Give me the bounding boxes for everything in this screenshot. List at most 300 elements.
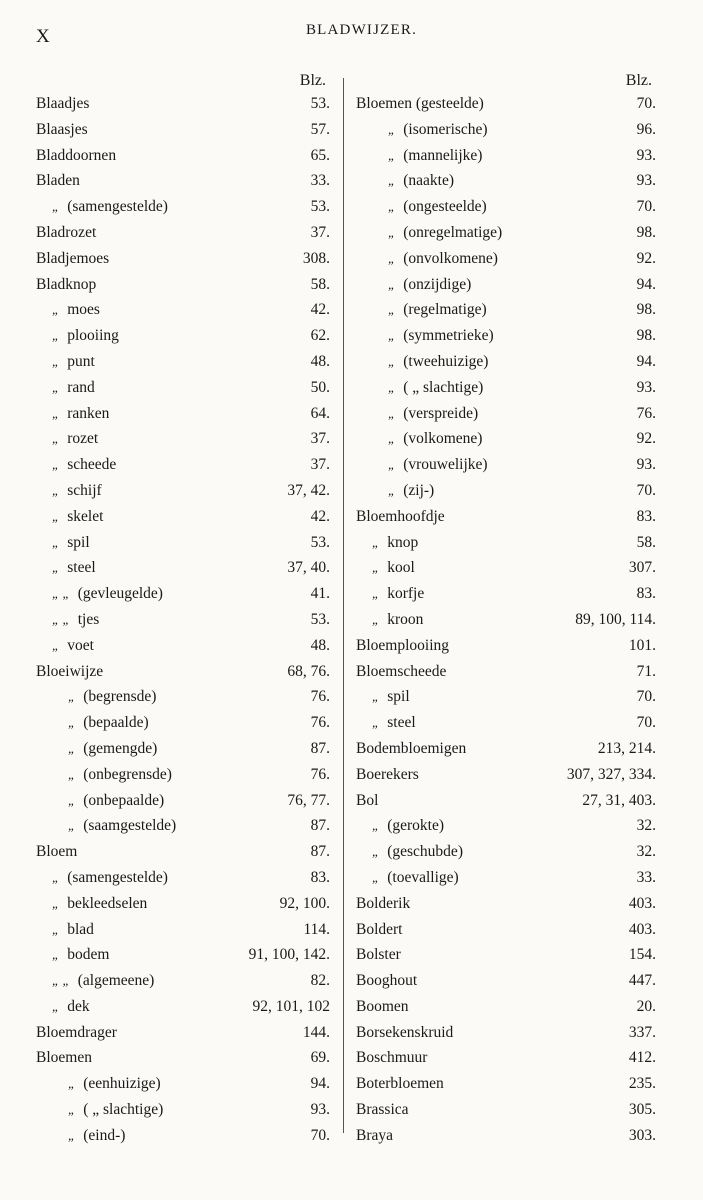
index-entry	[36, 349, 330, 375]
index-entry	[356, 426, 656, 452]
entry-term: Bladknop	[36, 275, 97, 293]
entry-pages: 50.	[310, 378, 330, 396]
entry-indent	[36, 1123, 83, 1149]
ditto-mark: „	[68, 818, 76, 834]
entry-term: (onregelmatige)	[403, 223, 503, 241]
entry-indent	[36, 994, 67, 1020]
entry-pages: 33.	[636, 868, 656, 886]
entry-pages: 68, 76.	[287, 662, 330, 680]
index-entry	[36, 426, 330, 452]
entry-pages: 308.	[302, 249, 330, 267]
entry-pages: 403.	[628, 894, 656, 912]
entry-indent	[36, 349, 67, 375]
running-head: BLADWIJZER.	[305, 22, 418, 38]
index-entry	[36, 659, 330, 685]
ditto-mark: „	[388, 328, 396, 344]
index-entry	[36, 813, 330, 839]
entry-term: rozet	[67, 430, 99, 448]
index-entry	[356, 194, 656, 220]
index-entry	[356, 684, 656, 710]
ditto-mark: „ „	[52, 586, 70, 602]
entry-indent	[356, 168, 403, 194]
entry-term: (vrouwelijke)	[403, 456, 488, 474]
index-entry	[356, 323, 656, 349]
ditto-mark: „	[388, 405, 396, 421]
entry-term: ( „ slachtige)	[83, 1101, 164, 1119]
entry-indent	[36, 530, 67, 556]
entry-pages: 70.	[636, 688, 656, 706]
index-entry	[36, 272, 330, 298]
index-entry	[36, 788, 330, 814]
entry-pages: 94.	[636, 275, 656, 293]
entry-pages: 32.	[636, 843, 656, 861]
entry-indent	[356, 710, 387, 736]
entry-term: (samengestelde)	[67, 198, 168, 216]
ditto-mark: „ „	[52, 611, 70, 627]
entry-term: (begrensde)	[83, 688, 157, 706]
entry-term: (regelmatige)	[403, 301, 487, 319]
index-entry	[356, 1020, 656, 1046]
entry-pages: 62.	[310, 327, 330, 345]
entry-pages: 89, 100, 114.	[575, 610, 656, 628]
entry-pages: 58.	[310, 275, 330, 293]
column-divider	[343, 78, 344, 1133]
index-entry	[356, 633, 656, 659]
entry-indent	[36, 633, 67, 659]
ditto-mark: „	[52, 637, 60, 653]
index-entry	[356, 839, 656, 865]
entry-pages: 58.	[636, 533, 656, 551]
entry-term: Boterbloemen	[356, 1075, 444, 1093]
entry-term: steel	[67, 559, 96, 577]
entry-pages: 48.	[310, 636, 330, 654]
index-entry	[356, 994, 656, 1020]
index-entry	[356, 168, 656, 194]
entry-pages: 96.	[636, 120, 656, 138]
index-entry	[356, 1097, 656, 1123]
entry-term: Booghout	[356, 972, 418, 990]
entry-term: ranken	[67, 404, 110, 422]
index-entries-left	[36, 91, 330, 1149]
index-entry	[36, 942, 330, 968]
entry-term: spil	[387, 688, 410, 706]
entry-indent	[36, 504, 67, 530]
index-entry	[36, 762, 330, 788]
entry-term: (onzijdige)	[403, 275, 472, 293]
entry-indent	[356, 530, 387, 556]
ditto-mark: „	[388, 353, 396, 369]
index-entry	[356, 917, 656, 943]
entry-pages: 93.	[310, 1101, 330, 1119]
index-entry	[356, 91, 656, 117]
index-entry	[356, 607, 656, 633]
column-heading-left: Blz.	[299, 72, 326, 89]
entry-pages: 53.	[310, 198, 330, 216]
entry-term: Bladdoornen	[36, 146, 117, 164]
index-entry	[356, 968, 656, 994]
ditto-mark: „	[388, 276, 396, 292]
index-entry	[36, 581, 330, 607]
entry-pages: 83.	[636, 507, 656, 525]
index-entry	[36, 143, 330, 169]
entry-pages: 76.	[310, 714, 330, 732]
entry-term: (gerokte)	[387, 817, 445, 835]
index-entry	[356, 478, 656, 504]
entry-indent	[36, 194, 67, 220]
entry-term: (isomerische)	[403, 120, 488, 138]
ditto-mark: „	[388, 250, 396, 266]
index-entry	[36, 839, 330, 865]
index-entry	[36, 530, 330, 556]
entry-indent	[356, 194, 403, 220]
ditto-mark: „	[52, 921, 60, 937]
index-entry	[36, 504, 330, 530]
ditto-mark: „	[68, 1076, 76, 1092]
ditto-mark: „	[68, 1127, 76, 1143]
entry-pages: 37.	[310, 223, 330, 241]
entry-term: Bladrozet	[36, 223, 97, 241]
entry-term: schijf	[67, 481, 102, 499]
entry-term: Bladjemoes	[36, 249, 110, 267]
entry-pages: 235.	[628, 1075, 656, 1093]
ditto-mark: „	[68, 715, 76, 731]
entry-pages: 93.	[636, 378, 656, 396]
index-entry	[356, 555, 656, 581]
entry-pages: 92.	[636, 430, 656, 448]
entry-indent	[36, 375, 67, 401]
entry-pages: 303.	[628, 1126, 656, 1144]
entry-term: Boschmuur	[356, 1049, 428, 1067]
index-entry	[356, 272, 656, 298]
ditto-mark: „	[372, 818, 380, 834]
entry-term: Bloemscheede	[356, 662, 447, 680]
entry-term: (gevleugelde)	[77, 585, 163, 603]
entry-term: (algemeene)	[77, 972, 155, 990]
entry-indent	[356, 323, 403, 349]
entry-pages: 92.	[636, 249, 656, 267]
entry-pages: 93.	[636, 172, 656, 190]
index-entry	[36, 968, 330, 994]
entry-pages: 70.	[636, 481, 656, 499]
ditto-mark: „	[52, 431, 60, 447]
entry-indent	[36, 323, 67, 349]
entry-indent	[356, 452, 403, 478]
ditto-mark: „	[388, 173, 396, 189]
entry-indent	[356, 143, 403, 169]
entry-pages: 87.	[310, 739, 330, 757]
entry-pages: 69.	[310, 1049, 330, 1067]
entry-term: (onvolkomene)	[403, 249, 498, 267]
ditto-mark: „	[372, 869, 380, 885]
index-entry	[356, 762, 656, 788]
entry-pages: 98.	[636, 223, 656, 241]
entry-indent	[356, 117, 403, 143]
entry-term: kool	[387, 559, 415, 577]
entry-indent	[36, 917, 67, 943]
entry-term: Bodembloemigen	[356, 739, 467, 757]
entry-pages: 42.	[310, 507, 330, 525]
index-entry	[36, 220, 330, 246]
ditto-mark: „	[52, 482, 60, 498]
entry-indent	[356, 246, 403, 272]
entry-indent	[356, 426, 403, 452]
entry-pages: 91, 100, 142.	[248, 946, 330, 964]
ditto-mark: „	[68, 740, 76, 756]
ditto-mark: „	[388, 457, 396, 473]
index-entry	[356, 117, 656, 143]
index-entry	[356, 452, 656, 478]
entry-indent	[36, 968, 78, 994]
index-entry	[356, 659, 656, 685]
entry-pages: 305.	[628, 1101, 656, 1119]
index-column-right	[356, 70, 656, 1149]
index-entry	[36, 1045, 330, 1071]
entry-pages: 70.	[636, 198, 656, 216]
index-entry	[36, 736, 330, 762]
entry-indent	[356, 401, 403, 427]
entry-pages: 307.	[628, 559, 656, 577]
entry-term: (ongesteelde)	[403, 198, 487, 216]
entry-term: (samengestelde)	[67, 868, 168, 886]
entry-indent	[36, 581, 78, 607]
entry-indent	[36, 788, 83, 814]
entry-term: Bol	[356, 791, 379, 809]
index-entry	[36, 710, 330, 736]
page-number: X	[36, 26, 50, 47]
column-heading-right: Blz.	[625, 72, 652, 89]
index-entry	[36, 117, 330, 143]
entry-term: spil	[67, 533, 90, 551]
entry-term: skelet	[67, 507, 104, 525]
ditto-mark: „	[372, 844, 380, 860]
index-entry	[36, 994, 330, 1020]
entry-term: blad	[67, 920, 94, 938]
entry-term: punt	[67, 352, 95, 370]
entry-pages: 337.	[628, 1023, 656, 1041]
index-entry	[356, 942, 656, 968]
entry-indent	[356, 220, 403, 246]
ditto-mark: „	[52, 998, 60, 1014]
ditto-mark: „	[52, 869, 60, 885]
index-entry	[36, 168, 330, 194]
entry-pages: 20.	[636, 997, 656, 1015]
entry-pages: 53.	[310, 610, 330, 628]
entry-term: plooiing	[67, 327, 119, 345]
entry-indent	[36, 297, 67, 323]
entry-pages: 144.	[302, 1023, 330, 1041]
index-entry	[356, 1071, 656, 1097]
entry-indent	[36, 401, 67, 427]
index-entry	[36, 478, 330, 504]
entry-pages: 94.	[636, 352, 656, 370]
entry-term: Boldert	[356, 920, 403, 938]
entry-pages: 32.	[636, 817, 656, 835]
entry-pages: 76.	[310, 765, 330, 783]
index-entry	[356, 143, 656, 169]
entry-term: Bloemplooiing	[356, 636, 449, 654]
index-entry	[356, 246, 656, 272]
index-entry	[36, 891, 330, 917]
entry-term: ( „ slachtige)	[403, 378, 484, 396]
entry-pages: 307, 327, 334.	[566, 765, 656, 783]
ditto-mark: „	[52, 895, 60, 911]
index-entry	[36, 323, 330, 349]
entry-indent	[356, 272, 403, 298]
entry-pages: 76.	[636, 404, 656, 422]
entry-indent	[356, 375, 403, 401]
entry-indent	[36, 736, 83, 762]
index-entry	[356, 813, 656, 839]
entry-term: (mannelijke)	[403, 146, 483, 164]
entry-indent	[36, 452, 67, 478]
entry-pages: 48.	[310, 352, 330, 370]
entry-indent	[36, 1097, 83, 1123]
ditto-mark: „	[52, 199, 60, 215]
index-entry	[36, 401, 330, 427]
entry-pages: 57.	[310, 120, 330, 138]
index-entry	[36, 452, 330, 478]
entry-indent	[356, 865, 387, 891]
ditto-mark: „	[52, 560, 60, 576]
index-entry	[356, 788, 656, 814]
entry-pages: 37, 40.	[287, 559, 330, 577]
entry-indent	[36, 1071, 83, 1097]
ditto-mark: „	[52, 534, 60, 550]
entry-pages: 53.	[310, 95, 330, 112]
entry-term: Blaasjes	[36, 120, 88, 138]
entry-pages: 76.	[310, 688, 330, 706]
entry-term: (eind-)	[83, 1126, 126, 1144]
entry-term: tjes	[77, 610, 100, 628]
index-entry	[356, 349, 656, 375]
ditto-mark: „	[388, 482, 396, 498]
entry-term: (verspreide)	[403, 404, 479, 422]
ditto-mark: „	[52, 328, 60, 344]
entry-pages: 98.	[636, 301, 656, 319]
index-entry	[36, 1097, 330, 1123]
entry-pages: 94.	[310, 1075, 330, 1093]
entry-term: (tweehuizige)	[403, 352, 489, 370]
ditto-mark: „	[372, 534, 380, 550]
ditto-mark: „	[372, 560, 380, 576]
entry-indent	[36, 865, 67, 891]
entry-indent	[356, 839, 387, 865]
entry-term: kroon	[387, 610, 424, 628]
index-entry	[356, 401, 656, 427]
index-entry	[36, 297, 330, 323]
ditto-mark: „ „	[52, 973, 70, 989]
ditto-mark: „	[372, 586, 380, 602]
ditto-mark: „	[372, 611, 380, 627]
index-entry	[356, 297, 656, 323]
entry-term: knop	[387, 533, 419, 551]
ditto-mark: „	[52, 457, 60, 473]
entry-pages: 93.	[636, 456, 656, 474]
ditto-mark: „	[388, 379, 396, 395]
entry-term: Bolderik	[356, 894, 411, 912]
index-entry	[36, 91, 330, 117]
entry-term: korfje	[387, 585, 425, 603]
entry-indent	[356, 297, 403, 323]
entry-term: moes	[67, 301, 100, 319]
entry-indent	[36, 426, 67, 452]
entry-pages: 53.	[310, 533, 330, 551]
entry-indent	[356, 349, 403, 375]
entry-pages: 92, 100.	[279, 894, 330, 912]
entry-term: Braya	[356, 1126, 394, 1144]
entry-term: Boomen	[356, 997, 409, 1015]
entry-pages: 87.	[310, 843, 330, 861]
entry-term: (zij-)	[403, 481, 435, 499]
ditto-mark: „	[388, 147, 396, 163]
entry-pages: 71.	[636, 662, 656, 680]
ditto-mark: „	[388, 302, 396, 318]
entry-term: Bloemen	[36, 1049, 92, 1067]
index-entry	[36, 375, 330, 401]
entry-indent	[356, 581, 387, 607]
entry-pages: 70.	[636, 714, 656, 732]
entry-pages: 70.	[310, 1126, 330, 1144]
ditto-mark: „	[388, 431, 396, 447]
entry-pages: 213, 214.	[597, 739, 656, 757]
ditto-mark: „	[68, 689, 76, 705]
entry-pages: 92, 101, 102	[252, 997, 330, 1015]
entry-term: (gemengde)	[83, 739, 158, 757]
index-column-left	[36, 70, 330, 1149]
entry-term: Bloem	[36, 843, 78, 861]
index-entry	[356, 891, 656, 917]
entry-pages: 447.	[628, 972, 656, 990]
entry-pages: 98.	[636, 327, 656, 345]
entry-term: rand	[67, 378, 95, 396]
ditto-mark: „	[388, 121, 396, 137]
index-entry	[356, 504, 656, 530]
ditto-mark: „	[52, 379, 60, 395]
index-entry	[36, 1020, 330, 1046]
ditto-mark: „	[68, 1102, 76, 1118]
entry-term: bodem	[67, 946, 110, 964]
entry-pages: 114.	[303, 920, 330, 938]
entry-pages: 41.	[310, 585, 330, 603]
entry-pages: 42.	[310, 301, 330, 319]
entry-pages: 33.	[310, 172, 330, 190]
index-entry	[356, 710, 656, 736]
ditto-mark: „	[372, 689, 380, 705]
entry-term: (geschubde)	[387, 843, 463, 861]
index-entry	[36, 633, 330, 659]
entry-term: (volkomene)	[403, 430, 483, 448]
ditto-mark: „	[372, 715, 380, 731]
index-entry	[36, 246, 330, 272]
entry-term: scheede	[67, 456, 117, 474]
entry-indent	[356, 813, 387, 839]
entry-pages: 37.	[310, 430, 330, 448]
entry-term: Bloemen (gesteelde)	[356, 95, 484, 112]
ditto-mark: „	[52, 353, 60, 369]
entry-term: (eenhuizige)	[83, 1075, 161, 1093]
entry-term: (bepaalde)	[83, 714, 149, 732]
entry-indent	[36, 891, 67, 917]
entry-pages: 65.	[310, 146, 330, 164]
index-entry	[36, 1123, 330, 1149]
ditto-mark: „	[52, 947, 60, 963]
entry-term: (onbepaalde)	[83, 791, 165, 809]
entry-pages: 101.	[628, 636, 656, 654]
entry-term: (onbegrensde)	[83, 765, 172, 783]
entry-pages: 87.	[310, 817, 330, 835]
ditto-mark: „	[68, 766, 76, 782]
ditto-mark: „	[52, 302, 60, 318]
